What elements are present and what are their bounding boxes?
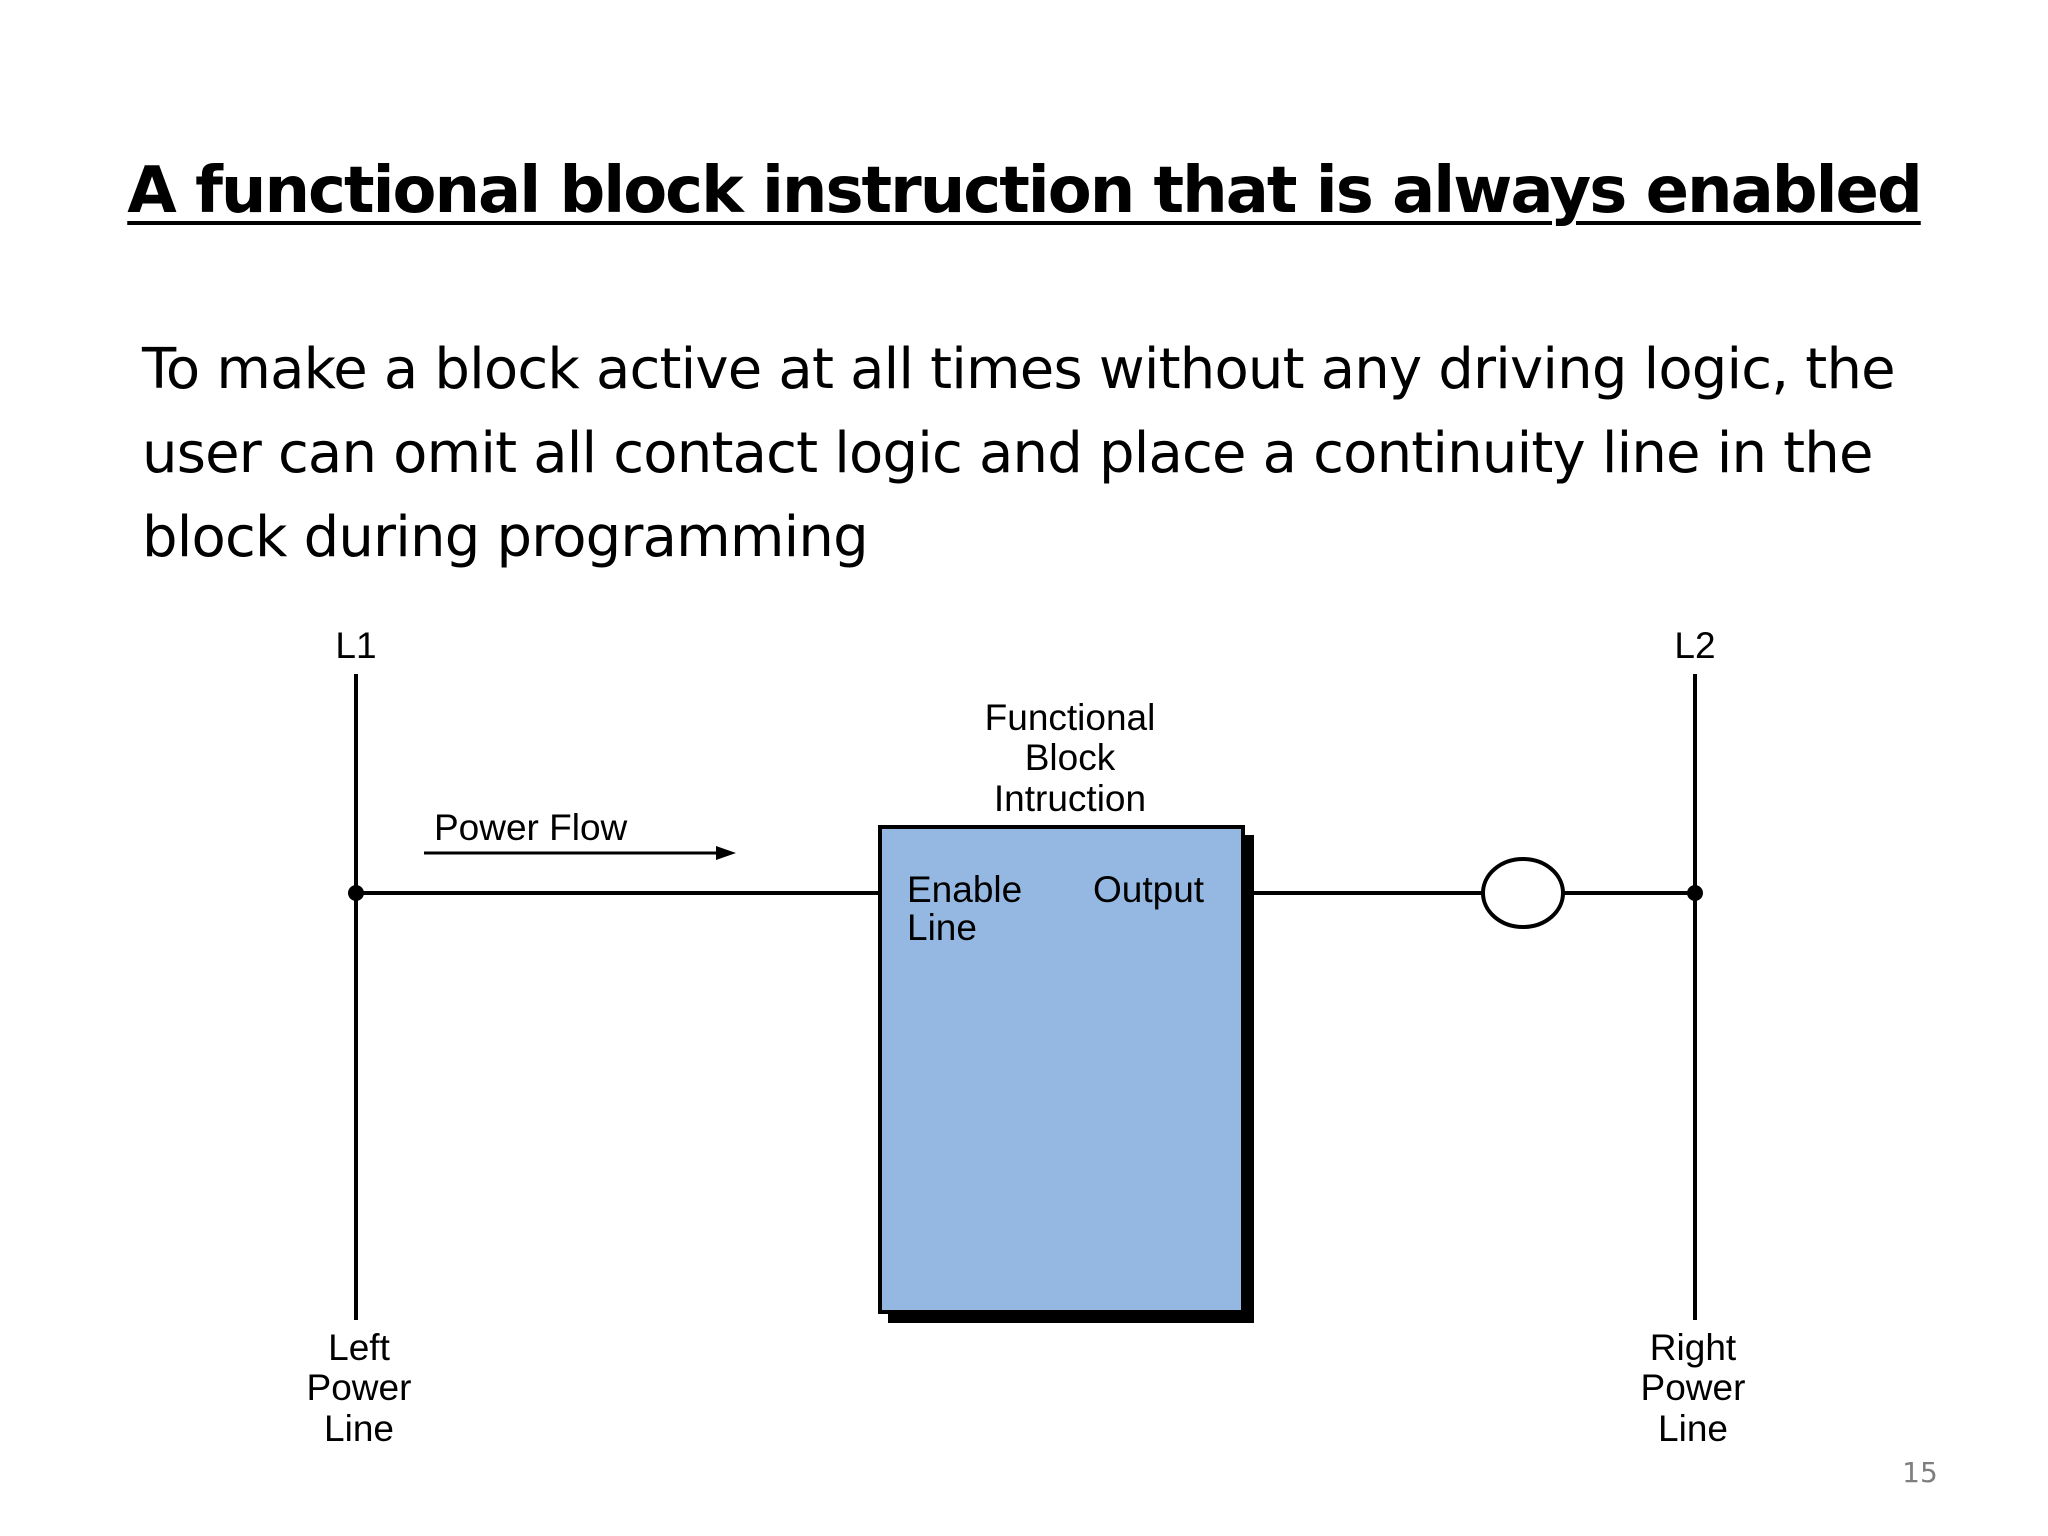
slide-body-text: To make a block active at all times without any driving logic, the user can omit all contact logic and place a continuity line in the block during programming xyxy=(142,337,1895,570)
block-title-line-3: Intruction xyxy=(993,778,1147,819)
right-caption-line-1: Right xyxy=(1649,1327,1737,1368)
page-number: 15 xyxy=(1902,1456,1938,1489)
right-rail-label: L2 xyxy=(1674,625,1716,666)
left-caption-line-3: Line xyxy=(324,1408,394,1449)
left-caption-line-1: Left xyxy=(328,1327,390,1368)
left-caption-line-2: Power xyxy=(306,1367,412,1408)
right-caption-line-2: Power xyxy=(1640,1367,1746,1408)
right-caption-line-3: Line xyxy=(1658,1408,1728,1449)
block-title-line-2: Block xyxy=(1024,737,1116,778)
output-coil xyxy=(1483,859,1563,927)
right-junction-dot xyxy=(1687,885,1703,901)
block-title-line-1: Functional xyxy=(984,697,1156,738)
enable-label-line-1: Enable xyxy=(907,869,1023,910)
power-flow-arrowhead xyxy=(716,846,736,860)
power-flow-label: Power Flow xyxy=(434,807,628,848)
left-junction-dot xyxy=(348,885,364,901)
left-rail-label: L1 xyxy=(335,625,377,666)
slide-title: A functional block instruction that is always enabled xyxy=(127,154,1921,228)
output-label: Output xyxy=(1093,869,1205,910)
enable-label-line-2: Line xyxy=(907,907,977,948)
